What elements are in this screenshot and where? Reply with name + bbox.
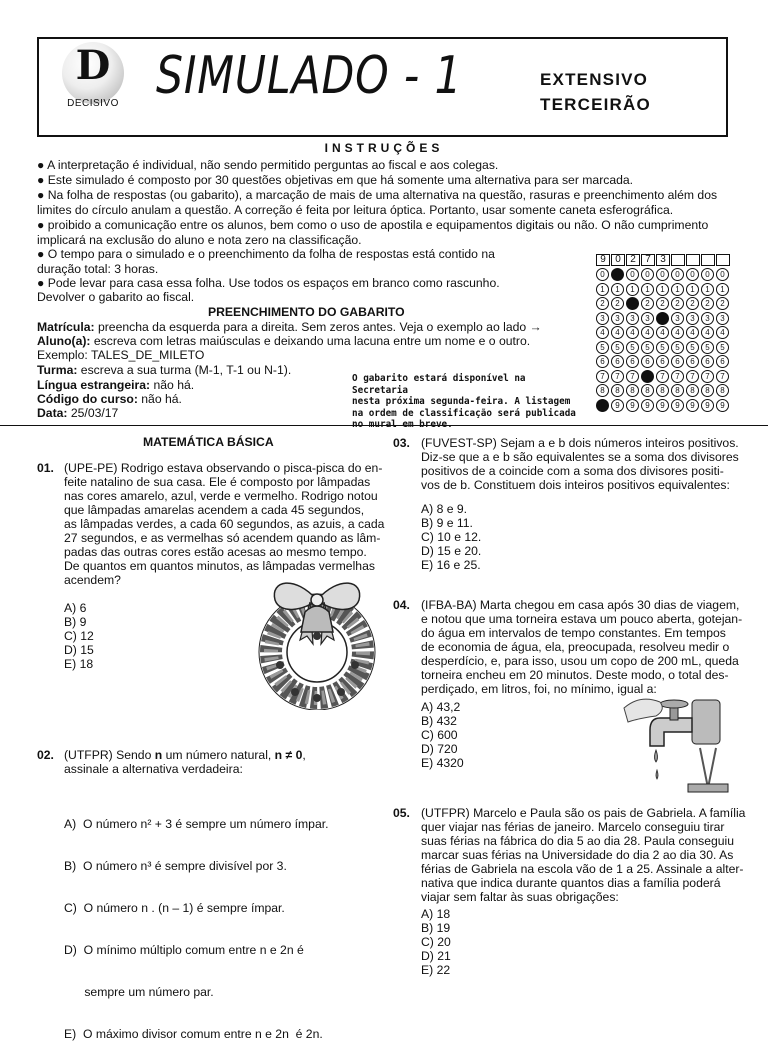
matricula-digit-cell: 9 — [596, 254, 610, 266]
bubble: 7 — [671, 370, 684, 383]
bubble: 9 — [626, 399, 639, 412]
option: D) 21 — [421, 949, 451, 963]
data-label: Data: — [37, 406, 68, 420]
bubble: 2 — [671, 297, 684, 310]
question-number: 01. — [37, 461, 54, 475]
bubble: 5 — [671, 341, 684, 354]
option: D) 720 — [421, 742, 458, 756]
bubble-filled: 0 — [611, 268, 624, 281]
q-line: e notou que uma torneira estava um pouco aberta, gotejan- — [421, 612, 743, 626]
bubble: 5 — [596, 341, 609, 354]
bubble: 8 — [716, 384, 729, 397]
bubble: 5 — [626, 341, 639, 354]
matricula-digit-cell: 2 — [626, 254, 640, 266]
decisivo-logo — [62, 42, 124, 109]
bubble: 1 — [716, 283, 729, 296]
matricula-text: preencha da esquerda para a direita. Sem zeros antes. Veja o exemplo ao lado → — [94, 320, 542, 334]
q-line: De quantos em quantos minutos, as lâmpadas vermelhas — [64, 559, 375, 573]
section-title: MATEMÁTICA BÁSICA — [143, 435, 274, 449]
bubble: 9 — [656, 399, 669, 412]
header-extensivo: EXTENSIVO — [540, 70, 649, 89]
bubble: 8 — [611, 384, 624, 397]
notice-line: O gabarito estará disponível na Secretaria — [352, 373, 526, 396]
bubble: 3 — [671, 312, 684, 325]
option: E) 16 e 25. — [421, 558, 481, 572]
q-text: um número natural, — [162, 748, 275, 762]
q-line: perdiçado, em litros, foi, no mínimo, igual a: — [421, 682, 657, 696]
instruction-line: Devolver o gabarito ao fiscal. — [37, 290, 195, 304]
option: A) O número n² + 3 é sempre um número ímpar. — [64, 817, 329, 831]
q-line: de economia de água, ela, preocupada, resolveu medir o — [421, 640, 730, 654]
bubble: 1 — [701, 283, 714, 296]
bubble: 0 — [641, 268, 654, 281]
q-line: do água em intervalos de tempo constantes. Em tempos — [421, 626, 726, 640]
bubble: 6 — [596, 355, 609, 368]
matricula-digit-cell: 3 — [656, 254, 670, 266]
q-line: que lâmpadas amarelas acendem a cada 45 segundos, — [64, 503, 365, 517]
bubble: 2 — [641, 297, 654, 310]
bubble: 9 — [611, 399, 624, 412]
bubble: 0 — [656, 268, 669, 281]
q02-options — [64, 789, 329, 1055]
bubble: 4 — [701, 326, 714, 339]
bubble: 9 — [641, 399, 654, 412]
lingua-text: não há. — [150, 378, 195, 392]
q-line: suas férias na fábrica do dia 5 ao dia 28. Paula conseguiu — [421, 834, 735, 848]
q-line: (UPE-PE) Rodrigo estava observando o pisca-pisca do en- — [64, 461, 383, 475]
option: B) 9 e 11. — [421, 516, 473, 530]
bubble: 6 — [686, 355, 699, 368]
instruction-line: ● Pode levar para casa essa folha. Use todos os espaços em branco como rascunho. — [37, 276, 500, 290]
codigo-text: não há. — [137, 392, 182, 406]
bubble: 7 — [656, 370, 669, 383]
q04-options — [421, 700, 464, 770]
q-line: quer viajar nas férias de janeiro. Marcelo conseguiu tirar — [421, 820, 725, 834]
bubble: 3 — [716, 312, 729, 325]
matricula-digit-cell — [671, 254, 685, 266]
option: A) 6 — [64, 601, 87, 615]
option: C) 10 e 12. — [421, 530, 482, 544]
bubble: 3 — [686, 312, 699, 325]
bubble: 9 — [671, 399, 684, 412]
notice-box — [352, 373, 584, 431]
q-line: férias de Gabriela na escola vão de 1 a 25. Assinale a alter- — [421, 862, 744, 876]
bubble: 7 — [701, 370, 714, 383]
question-03-text — [421, 436, 739, 492]
bubble: 2 — [686, 297, 699, 310]
bubble: 2 — [611, 297, 624, 310]
divider-line — [0, 425, 768, 426]
matricula-digit-cell: 0 — [611, 254, 625, 266]
bubble: 3 — [611, 312, 624, 325]
page-title: SIMULADO - 1 — [156, 46, 463, 106]
option: A) 18 — [421, 907, 451, 921]
bubble: 2 — [656, 297, 669, 310]
q-line: marcar suas férias na Universidade do dia 2 ao dia 30. As — [421, 848, 734, 862]
aluno-line — [37, 334, 530, 348]
question-number: 05. — [393, 806, 410, 820]
q-line: nativa que indica durante quantos dias a família poderá — [421, 876, 721, 890]
question-05-text — [421, 806, 745, 904]
option: D) 15 e 20. — [421, 544, 482, 558]
question-number: 03. — [393, 436, 410, 450]
q-line: assinale a alternativa verdadeira: — [64, 762, 243, 776]
bubble: 4 — [611, 326, 624, 339]
option: C) 12 — [64, 629, 94, 643]
q-line: desperdício, e, para isso, usou um copo de 200 mL, queda — [421, 654, 739, 668]
question-number: 02. — [37, 748, 54, 762]
aluno-label: Aluno(a): — [37, 334, 91, 348]
bubble: 7 — [626, 370, 639, 383]
bubble: 1 — [656, 283, 669, 296]
bubble: 0 — [626, 268, 639, 281]
q-line: feite natalino de sua casa. Ele é composto por lâmpadas — [64, 475, 371, 489]
bubble: 1 — [686, 283, 699, 296]
bubble: 5 — [641, 341, 654, 354]
option: E) 18 — [64, 657, 94, 671]
instructions-title: INSTRUÇÕES — [324, 141, 444, 155]
q-var: n ≠ 0 — [274, 748, 303, 762]
bubble: 4 — [716, 326, 729, 339]
bubble: 4 — [641, 326, 654, 339]
instruction-line: ● Na folha de respostas (ou gabarito), a marcação de mais de uma alternativa na questão, rasuras e preenchimento além dos — [37, 188, 718, 202]
matricula-digit-cell — [701, 254, 715, 266]
option: E) 22 — [421, 963, 451, 977]
option: B) O número n³ é sempre divisível por 3. — [64, 859, 287, 873]
bubble: 7 — [716, 370, 729, 383]
bubble: 2 — [701, 297, 714, 310]
matricula-digit-cell: 7 — [641, 254, 655, 266]
header-terceirao: TERCEIRÃO — [540, 95, 651, 114]
bubble: 4 — [596, 326, 609, 339]
logo-letter: D — [75, 42, 111, 89]
bubble: 3 — [701, 312, 714, 325]
bubble: 8 — [671, 384, 684, 397]
bubble: 6 — [611, 355, 624, 368]
q-var: n — [154, 748, 163, 762]
bubble: 8 — [596, 384, 609, 397]
option: A) 8 e 9. — [421, 502, 468, 516]
option: C) O número n . (n – 1) é sempre ímpar. — [64, 901, 285, 915]
turma-line — [37, 363, 291, 377]
option: E) O máximo divisor comum entre n e 2n é 2n. — [64, 1027, 323, 1041]
bubble: 8 — [626, 384, 639, 397]
bubble: 4 — [671, 326, 684, 339]
codigo-line — [37, 392, 182, 406]
lingua-label: Língua estrangeira: — [37, 378, 151, 392]
bubble: 6 — [656, 355, 669, 368]
bubble: 9 — [701, 399, 714, 412]
bubble: 5 — [701, 341, 714, 354]
bubble: 6 — [671, 355, 684, 368]
q-line: nas cores amarelo, azul, verde e vermelho. Rodrigo notou — [64, 489, 378, 503]
q-line: Diz-se que a e b são equivalentes se a soma dos divisores — [421, 450, 739, 464]
data-text: 25/03/17 — [67, 406, 119, 420]
instruction-line: limites do círculo anulam a questão. A correção é feita por leitura óptica. Portanto, usar somente caneta esferográfica. — [37, 203, 674, 217]
q-line: torneira encheu em 20 minutos. Deste modo, o total des- — [421, 668, 729, 682]
bubble: 7 — [596, 370, 609, 383]
bubble: 6 — [716, 355, 729, 368]
christmas-wreath-illustration — [255, 570, 380, 710]
bubble: 0 — [671, 268, 684, 281]
q-text: , — [302, 748, 306, 762]
bubble: 8 — [686, 384, 699, 397]
bubble: 5 — [656, 341, 669, 354]
aluno-text: escreva com letras maiúsculas e deixando uma lacuna entre um nome e o outro. — [90, 334, 531, 348]
codigo-label: Código do curso: — [37, 392, 138, 406]
q02-line1 — [64, 748, 306, 762]
question-number: 04. — [393, 598, 410, 612]
bubble: 9 — [716, 399, 729, 412]
bubble: 0 — [716, 268, 729, 281]
lingua-line — [37, 378, 194, 392]
question-01-text — [64, 461, 384, 587]
option: B) 432 — [421, 714, 457, 728]
bubble: 3 — [641, 312, 654, 325]
bubble: 2 — [716, 297, 729, 310]
q-line: acendem? — [64, 573, 121, 587]
option: B) 9 — [64, 615, 87, 629]
bubble: 1 — [611, 283, 624, 296]
logo-word: DECISIVO — [67, 98, 119, 109]
instruction-line: ● O tempo para o simulado e o preenchimento da folha de respostas está contido na — [37, 247, 495, 261]
q-line: 27 segundos, e as vermelhas só acendem quando as lâm- — [64, 531, 381, 545]
bubble: 1 — [596, 283, 609, 296]
dripping-faucet-illustration — [620, 688, 732, 796]
matricula-line — [37, 320, 542, 334]
option: D) 15 — [64, 643, 94, 657]
turma-text: escreva a sua turma (M-1, T-1 ou N-1). — [77, 363, 292, 377]
option: C) 20 — [421, 935, 451, 949]
bubble: 6 — [701, 355, 714, 368]
option: B) 19 — [421, 921, 451, 935]
instruction-line: duração total: 3 horas. — [37, 262, 159, 276]
bubble: 6 — [626, 355, 639, 368]
instruction-line: implicará na exclusão do aluno e nota zero na classificação. — [37, 233, 362, 247]
bubble: 4 — [686, 326, 699, 339]
bubble: 0 — [701, 268, 714, 281]
q-line: as lâmpadas verdes, a cada 60 segundos, as azuis, a cada — [64, 517, 385, 531]
q-line: (UTFPR) Marcelo e Paula são os pais de Gabriela. A família — [421, 806, 746, 820]
q-line: positivos de a coincide com a soma dos divisores positi- — [421, 464, 724, 478]
matricula-digit-cell — [716, 254, 730, 266]
bubble: 9 — [686, 399, 699, 412]
bubble: 1 — [626, 283, 639, 296]
q-text: (UTFPR) Sendo — [64, 748, 155, 762]
q-line: (IFBA-BA) Marta chegou em casa após 30 dias de viagem, — [421, 598, 740, 612]
bubble-filled: 3 — [656, 312, 669, 325]
bubble-filled: 9 — [596, 399, 609, 412]
bubble: 7 — [686, 370, 699, 383]
option: D) O mínimo múltiplo comum entre n e 2n é — [64, 943, 304, 957]
bubble: 0 — [686, 268, 699, 281]
bubble: 8 — [656, 384, 669, 397]
q03-options — [421, 502, 481, 572]
turma-label: Turma: — [37, 363, 78, 377]
bubble: 4 — [626, 326, 639, 339]
q-line: (FUVEST-SP) Sejam a e b dois números inteiros positivos. — [421, 436, 739, 450]
data-line — [37, 406, 118, 420]
q-line: vos de b. Constituem dois inteiros positivos equivalentes: — [421, 478, 730, 492]
option: sempre um número par. — [64, 985, 214, 999]
option: E) 4320 — [421, 756, 464, 770]
bubble-filled: 7 — [641, 370, 654, 383]
bubble: 3 — [596, 312, 609, 325]
instruction-line: ● proibido a comunicação entre os alunos, bem como o uso de apostila e equipamentos digitais ou não. O não cumprimento — [37, 218, 709, 232]
bubble: 8 — [701, 384, 714, 397]
bubble: 5 — [611, 341, 624, 354]
bubble: 0 — [596, 268, 609, 281]
instruction-line: ● Este simulado é composto por 30 questões objetivas em que há somente uma alternativa para ser marcada. — [37, 173, 634, 187]
option: A) 43,2 — [421, 700, 461, 714]
question-02-text — [64, 748, 306, 776]
notice-line: na ordem de classificação será publicada — [352, 407, 576, 419]
matricula-digit-cell — [686, 254, 700, 266]
bubble: 5 — [686, 341, 699, 354]
instruction-line: ● A interpretação é individual, não sendo permitido perguntas ao fiscal e aos colegas. — [37, 158, 499, 172]
bubble: 2 — [596, 297, 609, 310]
bubble: 5 — [716, 341, 729, 354]
bubble: 1 — [641, 283, 654, 296]
question-04-text — [421, 598, 742, 696]
bubble: 6 — [641, 355, 654, 368]
bubble: 1 — [671, 283, 684, 296]
notice-line: nesta próxima segunda-feira. A listagem — [352, 396, 571, 407]
bubble: 7 — [611, 370, 624, 383]
bubble-filled: 2 — [626, 297, 639, 310]
preenchimento-title: PREENCHIMENTO DO GABARITO — [208, 305, 405, 319]
exemplo-line: Exemplo: TALES_DE_MILETO — [37, 348, 205, 362]
bubble: 3 — [626, 312, 639, 325]
bubble: 8 — [641, 384, 654, 397]
matricula-label: Matrícula: — [37, 320, 95, 334]
q-line: padas das outras cores estão acesas ao mesmo tempo. — [64, 545, 367, 559]
q-line: viajar sem faltar às suas obrigações: — [421, 890, 619, 904]
q05-options — [421, 907, 451, 977]
q01-options — [64, 601, 94, 671]
bubble: 4 — [656, 326, 669, 339]
option: C) 600 — [421, 728, 458, 742]
